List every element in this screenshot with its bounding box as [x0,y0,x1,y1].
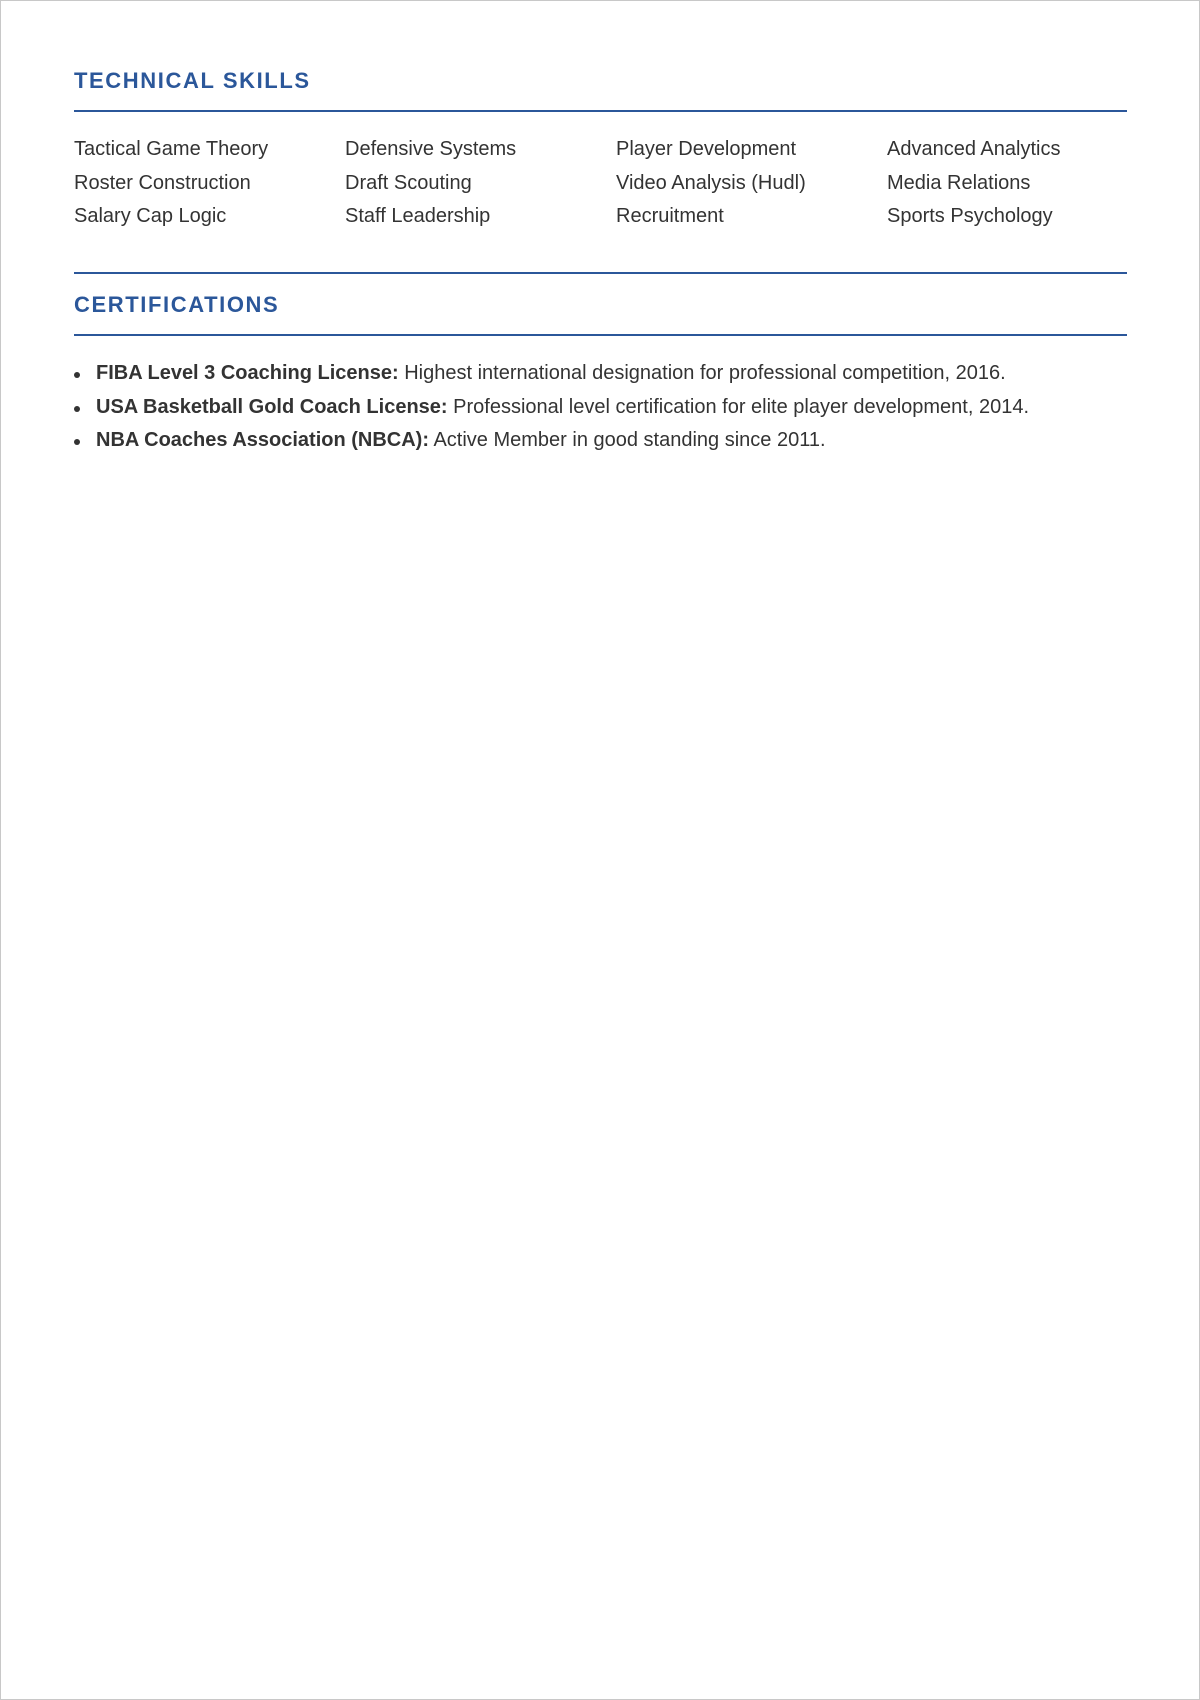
certifications-divider [74,334,1127,336]
skill-item: Video Analysis (Hudl) [616,171,806,194]
skill-item: Sports Psychology [887,205,1053,227]
skill-item: Roster Construction [74,171,251,194]
technical-skills-heading: TECHNICAL SKILLS [74,68,311,93]
certifications-list [74,357,1127,458]
skill-item: Recruitment [616,205,724,227]
certification-item [74,424,1127,458]
bullet-icon [74,406,80,412]
skill-item: Tactical Game Theory [74,138,269,160]
certification-name: NBA Coaches Association (NBCA): [96,429,429,451]
certification-name: FIBA Level 3 Coaching License: [96,362,399,384]
certification-description: Professional level certification for elite player development, 2014. [447,395,1030,418]
skill-item: Advanced Analytics [887,138,1061,160]
certification-item [74,391,1127,425]
certification-item [74,357,1127,391]
certification-description: Active Member in good standing since 2011. [429,429,826,451]
technical-skills-grid [74,133,1127,234]
skill-item: Draft Scouting [345,171,472,194]
bullet-icon [74,439,80,445]
certification-description: Highest international designation for professional competition, 2016. [398,362,1006,384]
skill-item: Defensive Systems [345,138,517,160]
certifications-heading: CERTIFICATIONS [74,292,280,317]
technical-skills-divider [74,110,1127,112]
skill-item: Media Relations [887,171,1031,194]
certification-name: USA Basketball Gold Coach License: [96,395,448,418]
skill-item: Player Development [616,138,797,160]
skill-item: Staff Leadership [345,205,491,227]
certifications-top-divider [74,272,1127,274]
skill-item: Salary Cap Logic [74,205,227,227]
bullet-icon [74,372,80,378]
